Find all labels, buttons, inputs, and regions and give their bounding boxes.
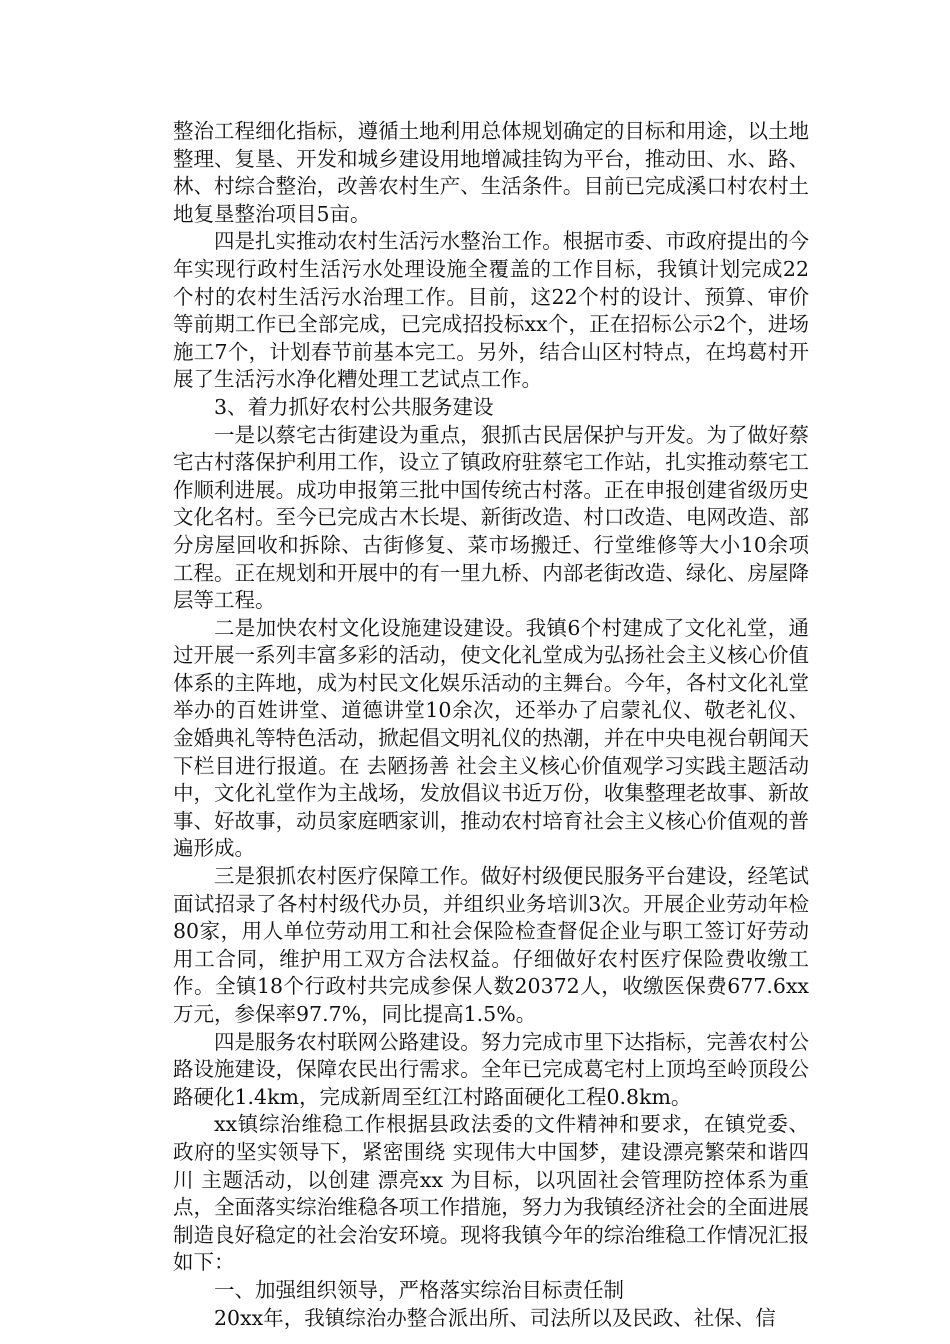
paragraph-ancient-street: 一是以蔡宅古街建设为重点，狠抓古民居保护与开发。为了做好蔡宅古村落保护利用工作，设立了镇政府驻蔡宅工作站，扎实推动蔡宅工作顺利进展。成功申报第三批中国传统古村落。正在申报创建省级历史文化名村。至今已完成古木长堤、新街改造、村口改造、电网改造、部分房屋回收和拆除、古街修复、菜市场搬迁、行堂维修等大小10余项工程。正在规划和开展中的有一里九桥、内部老街改造、绿化、房屋降层等工程。	[173, 422, 809, 613]
section-heading-organization: 一、加强组织领导，严格落实综治目标责任制	[214, 1277, 624, 1302]
section-heading-public-services: 3、着力抓好农村公共服务建设	[214, 394, 494, 419]
paragraph-comprehensive-office: 20xx年，我镇综治办整合派出所、司法所以及民政、社保、信	[214, 1305, 776, 1330]
paragraph-sewage-treatment: 四是扎实推动农村生活污水整治工作。根据市委、市政府提出的今年实现行政村生活污水处理设施全覆盖的工作目标，我镇计划完成22个村的农村生活污水治理工作。目前，这22个村的设计、预算、审价等前期工作已全部完成，已完成招投标xx个，正在招标公示2个，进场施工7个，计划春节前基本完工。另外，结合山区村特点，在坞葛村开展了生活污水净化糟处理工艺试点工作。	[173, 229, 809, 392]
paragraph-cultural-facilities: 二是加快农村文化设施建设建设。我镇6个村建成了文化礼堂，通过开展一系列丰富多彩的活动，使文化礼堂成为弘扬社会主义核心价值体系的主阵地，成为村民文化娱乐活动的主舞台。今年，各村文化礼堂举办的百姓讲堂、道德讲堂10余次，还举办了启蒙礼仪、敬老礼仪、金婚典礼等特色活动，掀起倡文明礼仪的热潮，并在中央电视台朝闻天下栏目进行报道。在 去陋扬善 社会主义核心价值观学习实践主题活动中，文化礼堂作为主战场，发放倡议书近万份，收集整理老故事、新故事、好故事，动员家庭晒家训，推动农村培育社会主义核心价值观的普遍形成。	[173, 615, 809, 861]
paragraph-rural-roads: 四是服务农村联网公路建设。努力完成市里下达指标，完善农村公路设施建设，保障农民出行需求。全年已完成葛宅村上顶坞至岭顶段公路硬化1.4km，完成新周至红江村路面硬化工程0.8km。	[173, 1029, 809, 1109]
document-page	[173, 118, 809, 1332]
paragraph-stability-work: xx镇综治维稳工作根据县政法委的文件精神和要求，在镇党委、政府的坚实领导下，紧密围绕 实现伟大中国梦，建设漂亮繁荣和谐四川 主题活动，以创建 漂亮xx 为目标，以巩固社会管理防控体系为重点，全面落实综治维稳各项工作措施，努力为我镇经济社会的全面进展制造良好稳定的社会治安环境。现将我镇今年的综治维稳工作情况汇报如下：	[173, 1112, 809, 1275]
paragraph-medical-insurance: 三是狠抓农村医疗保障工作。做好村级便民服务平台建设，经笔试面试招录了各村村级代办员，并组织业务培训3次。开展企业劳动年检80家，用人单位劳动用工和社会保险检查督促企业与职工签订好劳动用工合同，维护用工双方合法权益。仔细做好农村医疗保险费收缴工作。全镇18个行政村共完成参保人数20372人，收缴医保费677.6xx万元，参保率97.7%，同比提高1.5%。	[173, 864, 809, 1026]
paragraph-land-consolidation: 整治工程细化指标，遵循土地利用总体规划确定的目标和用途，以土地整理、复垦、开发和城乡建设用地增减挂钩为平台，推动田、水、路、林、村综合整治，改善农村生产、生活条件。目前已完成溪口村农村土地复垦整治项目5亩。	[173, 119, 809, 226]
